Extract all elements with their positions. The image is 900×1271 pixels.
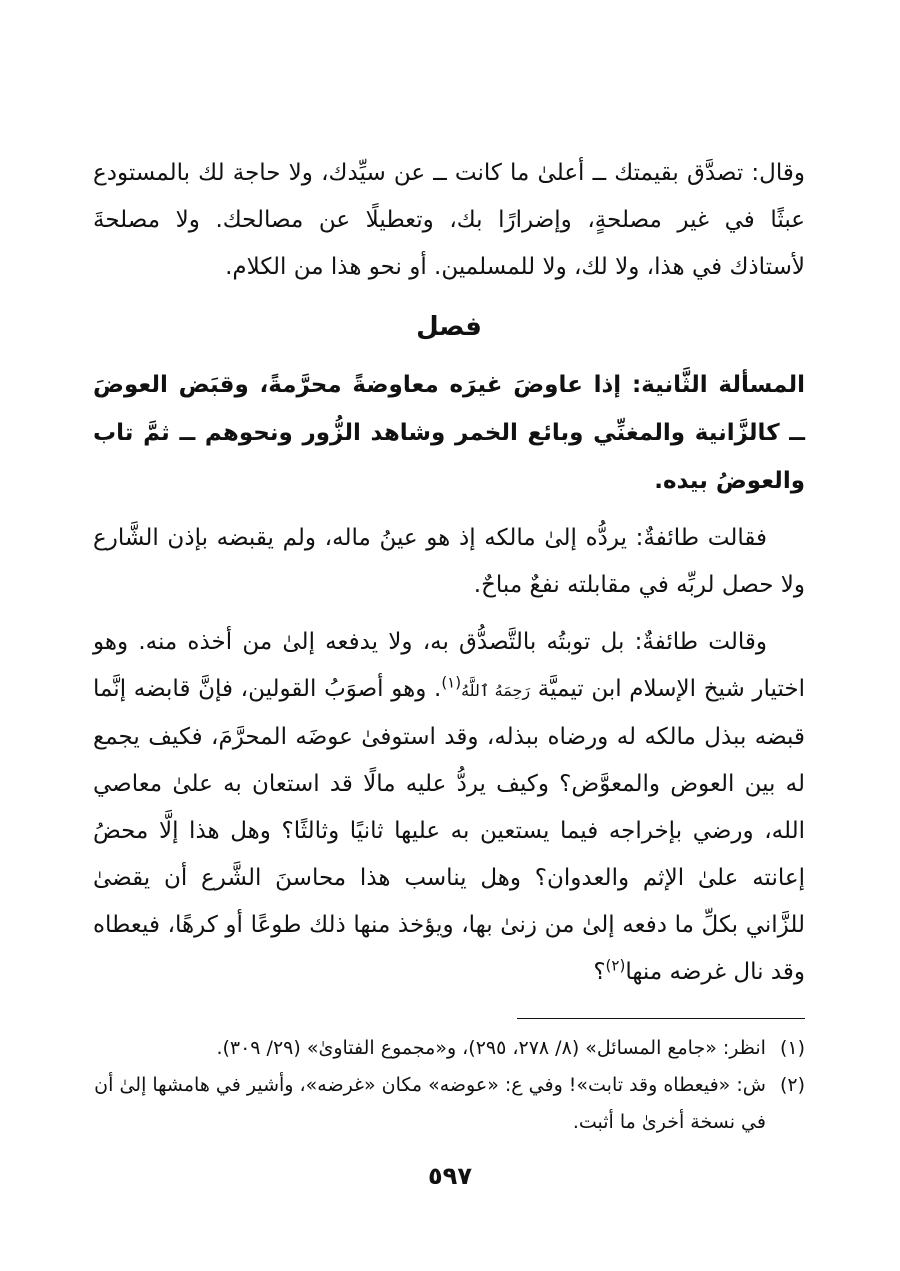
paragraph-intro: وقال: تصدَّق بقيمتك ــ أعلىٰ ما كانت ــ عن سيِّدك، ولا حاجة لك بالمستودع عبثًا في غير مصلحةٍ، وإضرارًا بك، وتعطيلًا عن مصالحك. ولا مصلحةَ لأستاذك في هذا، ولا لك، ولا للمسلمين. أو نحو هذا من الكلام. (93, 160, 805, 280)
footnote-2-number: (٢) (779, 1074, 805, 1096)
section-heading: فصل (416, 312, 482, 342)
question-paragraph: المسألة الثَّانية: إذا عاوضَ غيرَه معاوضةً محرَّمةً، وقبَض العوضَ ــ كالزَّانية والمغنِّي وبائع الخمر وشاهد الزُّور ونحوهم ــ ثمَّ تاب والعوضُ بيده. (93, 372, 805, 494)
footnote-ref-1: (١) (441, 673, 462, 692)
footnote-1-text: انظر: «جامع المسائل» (٨/ ٢٧٨، ٢٩٥)، و«مجموع الفتاوىٰ» (٢٩/ ٣٠٩). (216, 1037, 766, 1059)
footnote-ref-2: (٢) (605, 956, 626, 975)
second-opinion-text-end: ؟ (593, 959, 606, 985)
footnote-2-text: ش: «فيعطاه وقد تابت»! وفي ع: «عوضه» مكان «غرضه»، وأشير في هامشها إلىٰ أن في نسخة أخرىٰ ما أثبت. (94, 1074, 766, 1133)
footnote-1 (93, 1030, 805, 1067)
second-opinion-text-main: . وهو أصوَبُ القولين، فإنَّ قابضه إنَّما قبضه ببذل مالكه له ورضاه ببذله، وقد استوفىٰ عوضَه المحرَّمَ، فكيف يجمع له بين العوض والمعوَّض؟ وكيف يردُّ عليه مالًا قد استعان به علىٰ معاصي الله، ورضي بإخراجه فيما يستعين به عليها ثانيًا وثالثًا؟ وهل هذا إلَّا محضُ إعانته علىٰ الإثم والعدوان؟ وهل يناسب هذا محاسنَ الشَّرع أن يقضىٰ للزَّاني بكلِّ ما دفعه إلىٰ من زنىٰ بها، ويؤخذ منها ذلك طوعًا أو كرهًا، فيعطاه وقد نال غرضه منها (93, 676, 805, 985)
first-opinion-paragraph: فقالت طائفةٌ: يردُّه إلىٰ مالكه إذ هو عينُ ماله، ولم يقبضه بإذن الشَّارع ولا حصل لربِّه في مقابلته نفعٌ مباحٌ. (93, 525, 805, 598)
page-number: ٥٩٧ (428, 1162, 472, 1190)
footnotes (93, 1030, 805, 1141)
footnote-2 (93, 1067, 805, 1141)
footnote-1-number: (١) (779, 1037, 805, 1059)
honorific-text: رَحِمَهُ ٱللَّهُ (461, 681, 531, 700)
second-opinion-text-start: وقالت طائفةٌ: بل توبتُه بالتَّصدُّق به، ولا يدفعه إلىٰ من أخذه منه. وهو اختيار شيخ الإسلام ابن تيميَّة (93, 629, 806, 702)
second-opinion-paragraph (93, 619, 805, 996)
footnote-separator (517, 1018, 805, 1019)
page-body (93, 150, 805, 996)
